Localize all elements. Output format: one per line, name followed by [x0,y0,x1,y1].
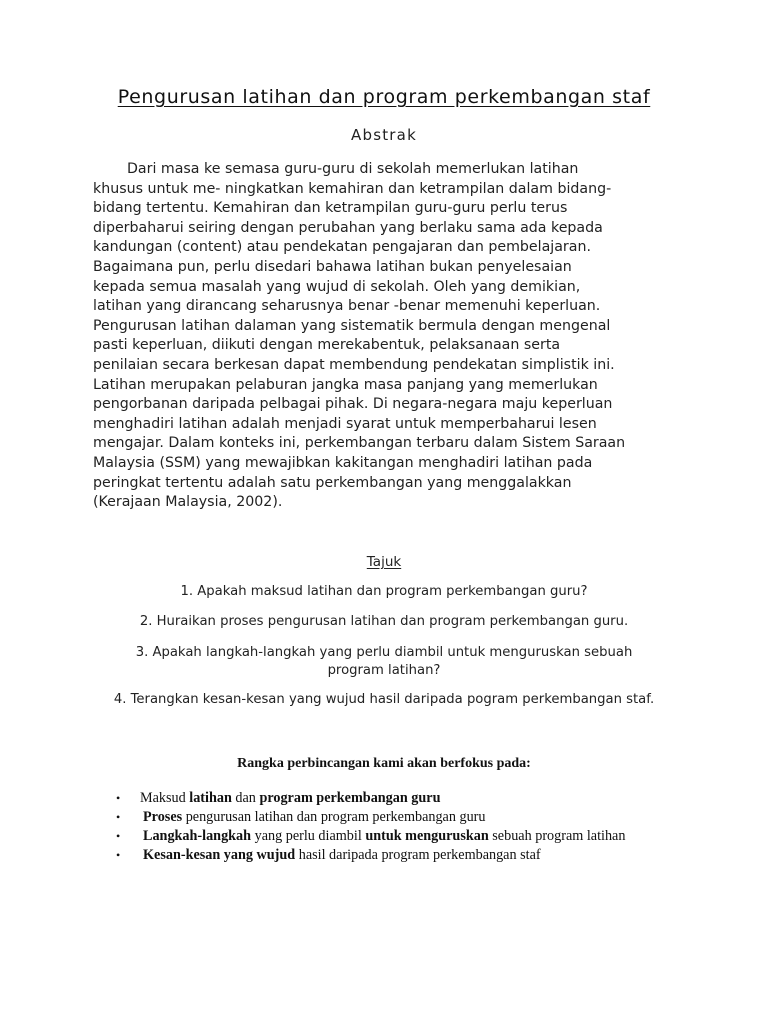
list-item [116,846,716,865]
text-run: Maksud [140,790,190,806]
abstract-line: khusus untuk me- ningkatkan kemahiran dan ketrampilan dalam bidang- [93,180,612,197]
question-3 [0,644,768,680]
abstract-line: pasti keperluan, diikuti dengan merekabentuk, pelaksanaan serta [93,337,561,354]
text-run: hasil daripada program perkembangan staf [295,847,541,863]
abstract-line: latihan yang dirancang seharusnya benar -benar memenuhi keperluan. [93,298,601,315]
text-run-bold: Kesan-kesan yang wujud [143,847,296,863]
text-run: pengurusan latihan dan program perkembangan guru [182,809,486,825]
abstract-line: Dari masa ke semasa guru-guru di sekolah memerlukan latihan [127,161,579,177]
question-text: 2. Huraikan proses pengurusan latihan dan program perkembangan guru. [139,614,629,629]
abstract-line: Pengurusan latihan dalaman yang sistematik bermula dengan mengenal [93,317,611,334]
question-4 [0,691,768,709]
list-item-text [143,827,625,846]
text-run: yang perlu diambil [251,828,366,844]
list-item-text [140,789,440,808]
list-item-text [143,808,486,827]
text-run-bold: latihan [189,790,232,806]
abstract-line: peringkat tertentu adalah satu perkembangan yang menggalakkan [93,474,572,491]
question-text: 3. Apakah langkah-langkah yang perlu diambil untuk menguruskan sebuah [135,645,633,660]
text-run: sebuah program latihan [488,828,626,844]
question-2 [0,613,768,631]
abstract-line: bidang tertentu. Kemahiran dan ketrampilan guru-guru perlu terus [93,200,568,217]
abstract-line: mengajar. Dalam konteks ini, perkembangan terbaru dalam Sistem Saraan [93,435,626,452]
text-run-bold: Langkah-langkah [143,828,252,844]
abstract-heading: Abstrak [351,126,417,144]
abstract-line: Malaysia (SSM) yang mewajibkan kakitangan menghadiri latihan pada [93,454,593,471]
bullet-icon: • [116,829,121,843]
text-run-bold: program perkembangan guru [259,790,441,806]
bullet-icon: • [116,791,121,805]
abstract-line: penilaian secara berkesan dapat membendung pendekatan simplistik ini. [93,356,615,373]
list-item-text [143,846,541,865]
list-item [116,827,716,846]
text-run-bold: Proses [143,809,183,825]
abstract-line: (Kerajaan Malaysia, 2002). [93,494,283,511]
abstract-line: pengorbanan daripada pelbagai pihak. Di negara-negara maju keperluan [93,396,613,413]
abstract-line: Latihan merupakan pelaburan jangka masa panjang yang memerlukan [93,376,598,393]
abstract-line: kandungan (content) atau pendekatan pengajaran dan pembelajaran. [93,239,591,256]
abstract-paragraph [93,160,683,513]
abstract-line: Bagaimana pun, perlu disedari bahawa latihan bukan penyelesaian [93,258,572,275]
bullet-icon: • [116,810,121,824]
question-text: 4. Terangkan kesan-kesan yang wujud hasil daripada pogram perkembangan staf. [113,692,655,707]
outline-list [116,789,716,865]
question-text: 1. Apakah maksud latihan dan program perkembangan guru? [180,584,588,599]
list-item [116,789,716,808]
document-title: Pengurusan latihan dan program perkembangan staf [117,86,651,108]
outline-heading: Rangka perbincangan kami akan berfokus pada: [237,756,531,771]
abstract-line: kepada semua masalah yang wujud di sekolah. Oleh yang demikian, [93,278,581,295]
text-run-bold: untuk menguruskan [365,828,489,844]
question-1 [0,583,768,601]
text-run: dan [231,790,260,806]
tajuk-heading: Tajuk [366,554,402,570]
abstract-line: diperbaharui seiring dengan perubahan yang berlaku sama ada kepada [93,219,603,236]
list-item [116,808,716,827]
question-text: program latihan? [327,663,441,678]
abstract-line: menghadiri latihan adalah menjadi syarat untuk memperbaharui lesen [93,415,597,432]
bullet-icon: • [116,848,121,862]
